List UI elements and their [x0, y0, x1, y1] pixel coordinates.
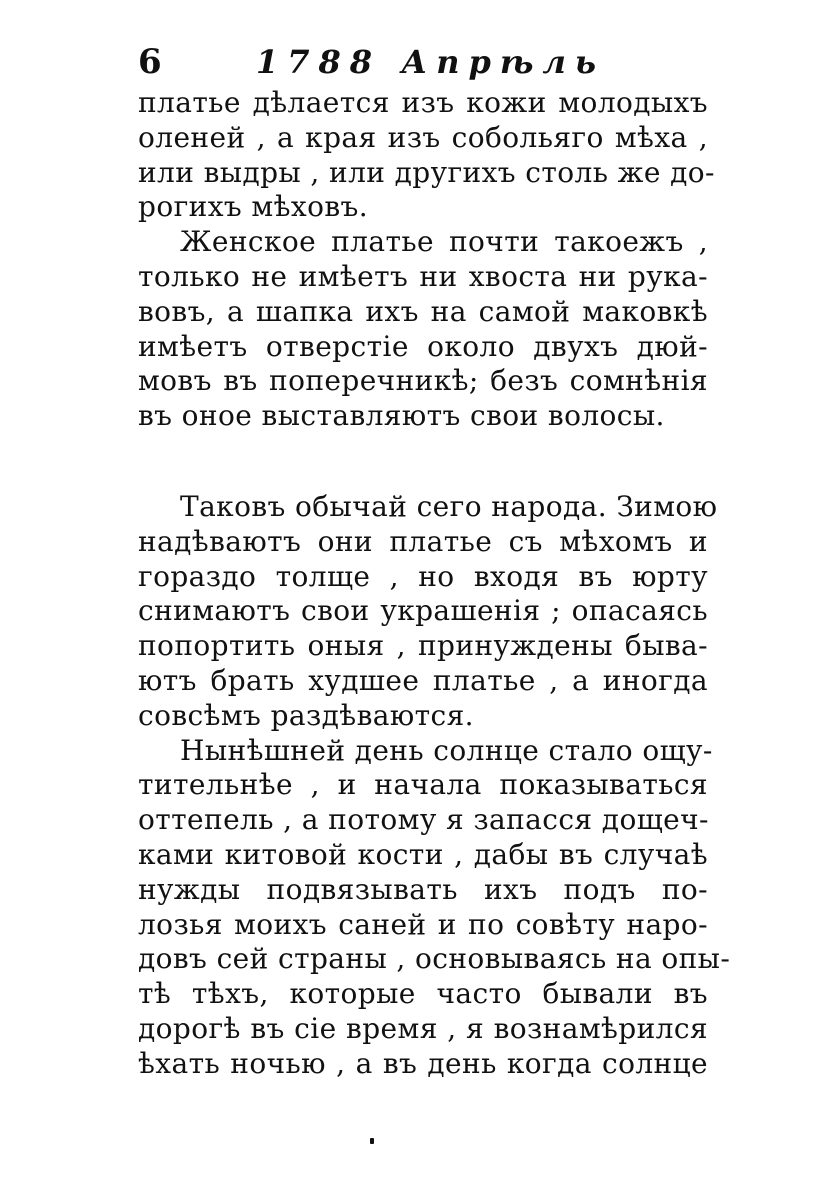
text-line: попортить оныя , принуждены быва- — [138, 629, 708, 663]
text-line: платье дѣлается изъ кожи молодыхъ — [138, 86, 708, 119]
text-line: вовъ, а шапка ихъ на самой маковкѣ — [138, 294, 708, 328]
text-line: мовъ въ поперечникѣ; безъ сомнѣнія — [138, 364, 708, 398]
running-head: 1788 Апрѣль — [256, 43, 606, 81]
text-line: нужды подвязывать ихъ подъ по- — [138, 872, 708, 906]
text-line: Таковъ обычай сего народа. Зимою — [180, 489, 718, 523]
body-text — [138, 86, 731, 1082]
text-line: оленей , а края изъ собольяго мѣха , — [138, 120, 708, 154]
page-number: 6 — [138, 42, 162, 82]
paragraph-1 — [138, 86, 715, 225]
ink-speck — [370, 1138, 374, 1144]
text-line: Женское платье почти такоежъ , — [180, 225, 708, 259]
text-line: гораздо толще , но входя въ юрту — [138, 559, 708, 593]
text-line: тительнѣе , и начала показываться — [138, 768, 708, 802]
text-line: оттепель , а потому я запасся дощеч- — [138, 803, 709, 837]
text-line: ютъ брать худшее платье , а иногда — [138, 663, 708, 697]
text-line: въ оное выставляютъ свои волосы. — [138, 399, 665, 433]
text-line: ѣхать ночью , а въ день когда солнце — [138, 1046, 708, 1080]
text-line: имѣетъ отверстіе около двухъ дюй- — [138, 329, 708, 363]
text-line: довъ сей страны , основываясь на опы- — [138, 942, 731, 976]
text-line: лозья моихъ саней и по совѣту наро- — [138, 907, 708, 941]
text-line: тѣ тѣхъ, которые часто бывали въ — [138, 977, 708, 1011]
text-line: Нынѣшней день солнце стало ощу- — [180, 733, 713, 767]
paragraph-2 — [138, 225, 708, 434]
text-line: только не имѣетъ ни хвоста ни рука- — [138, 259, 708, 293]
paragraph-4 — [138, 733, 731, 1082]
text-line: снимаютъ свои украшенія ; опасаясь — [138, 594, 708, 628]
text-line: надѣваютъ они платье съ мѣхомъ и — [138, 524, 708, 558]
page-header — [138, 38, 718, 90]
text-line: рогихъ мѣховъ. — [138, 190, 369, 224]
text-line: совсѣмъ раздѣваются. — [138, 698, 474, 732]
paragraph-3 — [138, 489, 718, 734]
text-line: дорогѣ въ сіе время , я вознамѣрился — [138, 1011, 708, 1045]
paragraph-gap — [138, 434, 708, 490]
text-line: ками китовой кости , дабы въ случаѣ — [138, 837, 708, 871]
text-line: или выдры , или другихъ столь же до- — [138, 155, 715, 189]
